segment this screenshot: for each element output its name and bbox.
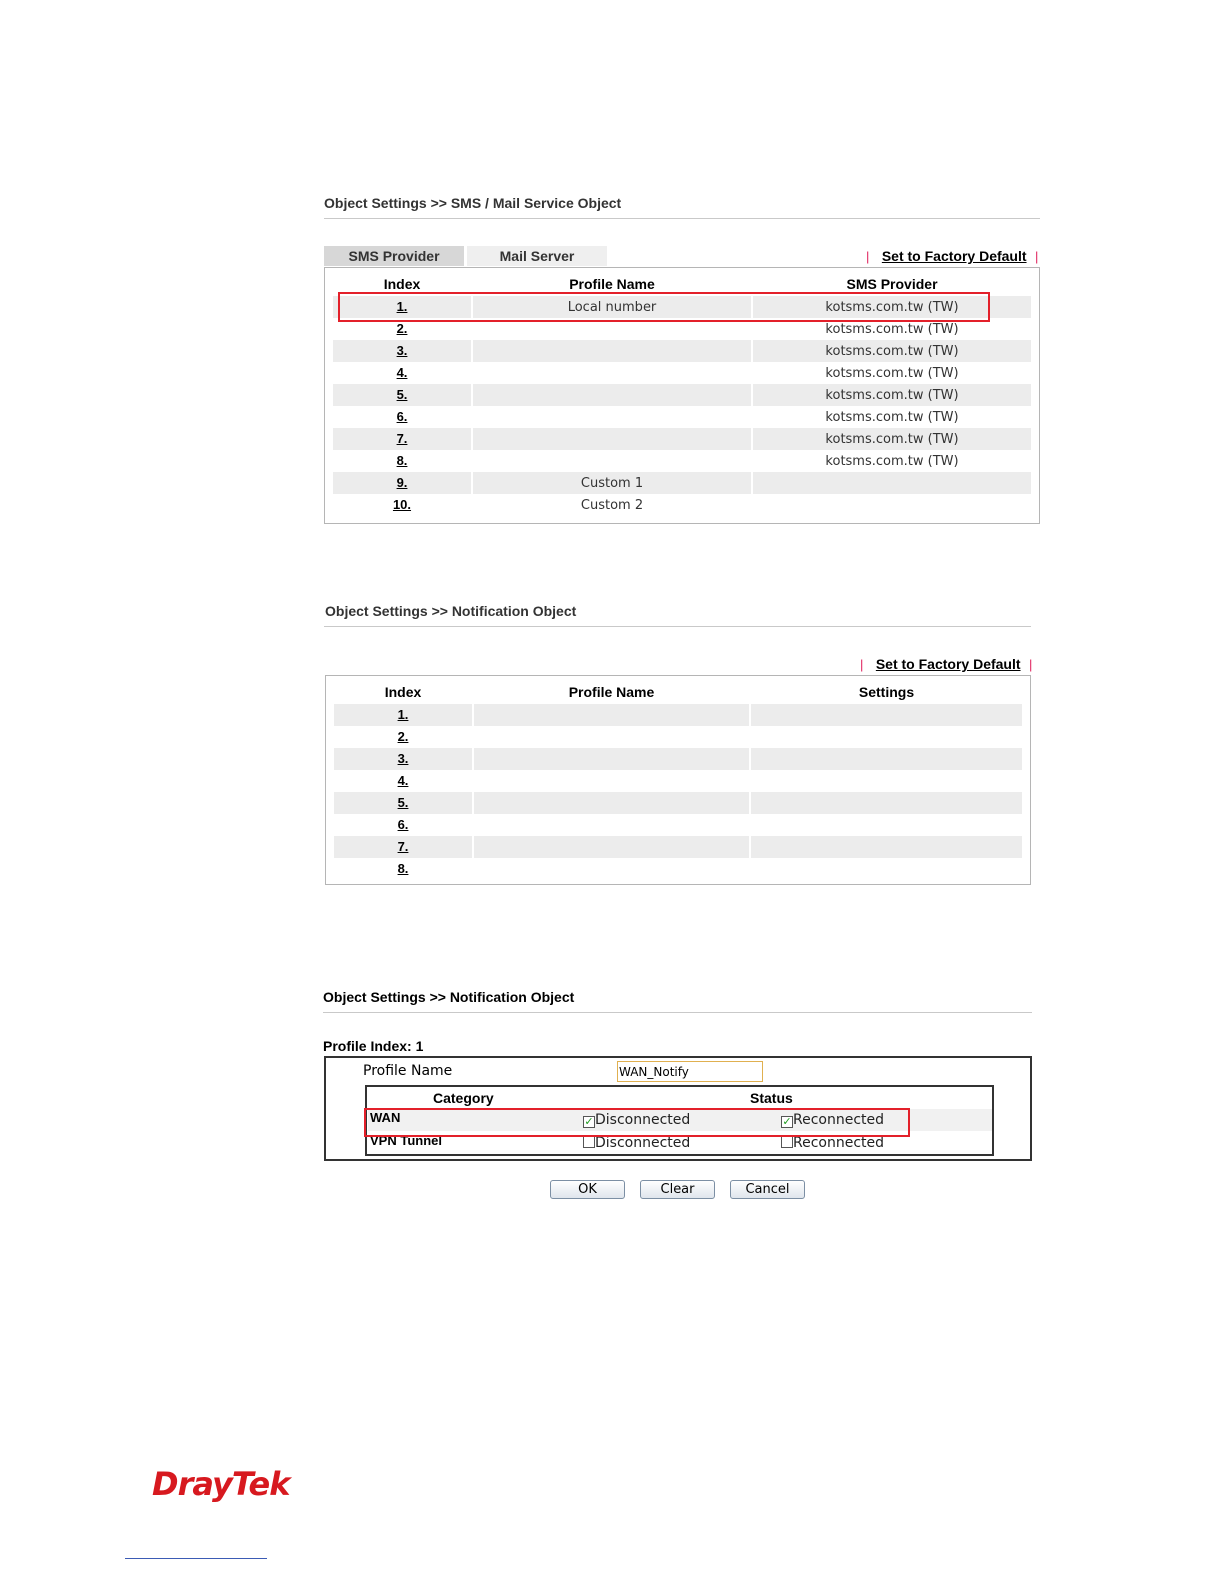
table-row — [333, 362, 1031, 384]
profile-name-cell — [474, 770, 749, 792]
profile-name-cell: Local number — [473, 296, 751, 318]
profile-index-link[interactable]: 1. — [397, 707, 409, 722]
tab-sms-provider[interactable]: SMS Provider — [324, 246, 464, 266]
sms-title-divider — [324, 218, 1040, 219]
table-row — [334, 814, 1022, 836]
profile-name-cell — [473, 362, 751, 384]
table-row — [334, 748, 1022, 770]
table-row — [333, 472, 1031, 494]
highlight-box — [364, 1108, 910, 1137]
profile-name-cell — [474, 704, 749, 726]
sms-provider-cell: kotsms.com.tw (TW) — [825, 453, 959, 469]
vpn-disconnected-checkbox[interactable] — [583, 1136, 595, 1148]
profile-name-cell — [474, 726, 749, 748]
table-row — [334, 858, 1022, 880]
profile-name-cell — [473, 340, 751, 362]
table-row — [334, 836, 1022, 858]
edit-title-divider — [323, 1012, 1032, 1013]
table-row — [334, 704, 1022, 726]
profile-name-cell — [473, 428, 751, 450]
sms-factory-default-bar — [866, 248, 1038, 266]
checkbox-label: Disconnected — [595, 1112, 691, 1128]
set-factory-default-link[interactable]: Set to Factory Default — [881, 248, 1027, 264]
separator: | — [1029, 657, 1033, 672]
settings-cell — [751, 704, 1022, 726]
profile-name-cell — [474, 858, 749, 880]
footer-divider — [125, 1558, 267, 1559]
profile-name-cell: Custom 2 — [580, 497, 644, 513]
notification-object-table — [332, 680, 1024, 880]
wan-reconnected-checkbox[interactable]: ✓ — [782, 1116, 792, 1128]
status-header: Status — [750, 1090, 793, 1106]
profile-index-link[interactable]: 4. — [396, 365, 408, 380]
sms-provider-cell: kotsms.com.tw (TW) — [825, 321, 959, 337]
settings-cell — [751, 792, 1022, 814]
separator: | — [860, 657, 864, 672]
profile-name-cell — [474, 792, 749, 814]
settings-cell — [751, 748, 1022, 770]
profile-index-link[interactable]: 7. — [397, 839, 409, 854]
profile-index-link[interactable]: 6. — [396, 409, 408, 424]
table-row — [333, 340, 1031, 362]
sms-provider-cell: kotsms.com.tw (TW) — [753, 428, 1031, 450]
profile-name-cell: Custom 1 — [473, 472, 751, 494]
column-header-profile-name: Profile Name — [569, 276, 655, 292]
table-row — [333, 406, 1031, 428]
profile-index-link[interactable]: 6. — [397, 817, 409, 832]
sms-provider-cell — [753, 494, 1031, 516]
column-header-sms-provider: SMS Provider — [846, 276, 938, 292]
cancel-button[interactable]: Cancel — [730, 1180, 805, 1199]
profile-index-link[interactable]: 3. — [396, 343, 408, 358]
profile-index-link[interactable]: 1. — [396, 299, 408, 314]
profile-name-cell — [473, 406, 751, 428]
tab-mail-server[interactable]: Mail Server — [467, 246, 607, 266]
highlight-box — [338, 292, 990, 322]
vpn-reconnected-checkbox[interactable] — [781, 1136, 793, 1148]
notification-page-title: Object Settings >> Notification Object — [325, 603, 577, 619]
table-row — [333, 384, 1031, 406]
sms-provider-cell — [753, 472, 1031, 494]
settings-cell — [751, 858, 1022, 880]
profile-name-cell — [473, 450, 751, 472]
profile-index-link[interactable]: 3. — [397, 751, 409, 766]
sms-page-title: Object Settings >> SMS / Mail Service Object — [324, 195, 622, 211]
category-vpn-tunnel: VPN Tunnel — [370, 1133, 442, 1148]
notification-edit-title: Object Settings >> Notification Object — [323, 989, 575, 1005]
profile-index-link[interactable]: 8. — [397, 861, 409, 876]
column-header-index: Index — [383, 276, 421, 292]
profile-name-cell — [474, 748, 749, 770]
table-row — [333, 428, 1031, 450]
profile-name-cell — [474, 836, 749, 858]
settings-cell — [751, 836, 1022, 858]
profile-index-link[interactable]: 2. — [397, 729, 409, 744]
column-header-profile-name: Profile Name — [568, 684, 655, 700]
settings-cell — [751, 770, 1022, 792]
notification-object-table-panel — [325, 675, 1031, 885]
set-factory-default-link[interactable]: Set to Factory Default — [875, 656, 1021, 672]
sms-provider-cell: kotsms.com.tw (TW) — [825, 409, 959, 425]
profile-name-cell — [473, 384, 751, 406]
table-row — [334, 770, 1022, 792]
profile-index-link[interactable]: 5. — [396, 387, 408, 402]
separator: | — [866, 249, 870, 264]
sms-provider-cell: kotsms.com.tw (TW) — [753, 340, 1031, 362]
column-header-settings: Settings — [858, 684, 915, 700]
separator: | — [1035, 249, 1039, 264]
profile-name-input[interactable] — [617, 1061, 763, 1082]
profile-index-link[interactable]: 10. — [392, 497, 412, 512]
profile-index-link[interactable]: 7. — [396, 431, 408, 446]
ok-button[interactable]: OK — [550, 1180, 625, 1199]
column-header-index: Index — [384, 684, 422, 700]
profile-index-link[interactable]: 8. — [396, 453, 408, 468]
draytek-logo: DrayTek — [152, 1465, 290, 1503]
settings-cell — [751, 814, 1022, 836]
notification-title-divider — [324, 626, 1031, 627]
table-row — [334, 792, 1022, 814]
checkbox-label: Reconnected — [793, 1135, 885, 1151]
profile-index-link[interactable]: 5. — [397, 795, 409, 810]
table-row — [333, 494, 1031, 516]
profile-index-link[interactable]: 9. — [396, 475, 408, 490]
settings-cell — [751, 726, 1022, 748]
sms-provider-cell: kotsms.com.tw (TW) — [753, 296, 1031, 318]
profile-name-cell — [474, 814, 749, 836]
table-row — [334, 726, 1022, 748]
profile-index-link[interactable]: 2. — [396, 321, 408, 336]
sms-provider-cell: kotsms.com.tw (TW) — [753, 384, 1031, 406]
clear-button[interactable]: Clear — [640, 1180, 715, 1199]
profile-name-label: Profile Name — [363, 1063, 453, 1079]
profile-index-link[interactable]: 4. — [397, 773, 409, 788]
sms-provider-cell: kotsms.com.tw (TW) — [825, 365, 959, 381]
checkbox-label: Disconnected — [595, 1135, 691, 1151]
notification-factory-default-bar — [860, 656, 1032, 674]
checkbox-label: Reconnected — [793, 1112, 885, 1128]
category-wan: WAN — [370, 1110, 401, 1125]
profile-index-label: Profile Index: 1 — [323, 1038, 424, 1054]
wan-disconnected-checkbox[interactable]: ✓ — [584, 1116, 594, 1128]
category-header: Category — [433, 1090, 494, 1106]
table-row — [333, 450, 1031, 472]
